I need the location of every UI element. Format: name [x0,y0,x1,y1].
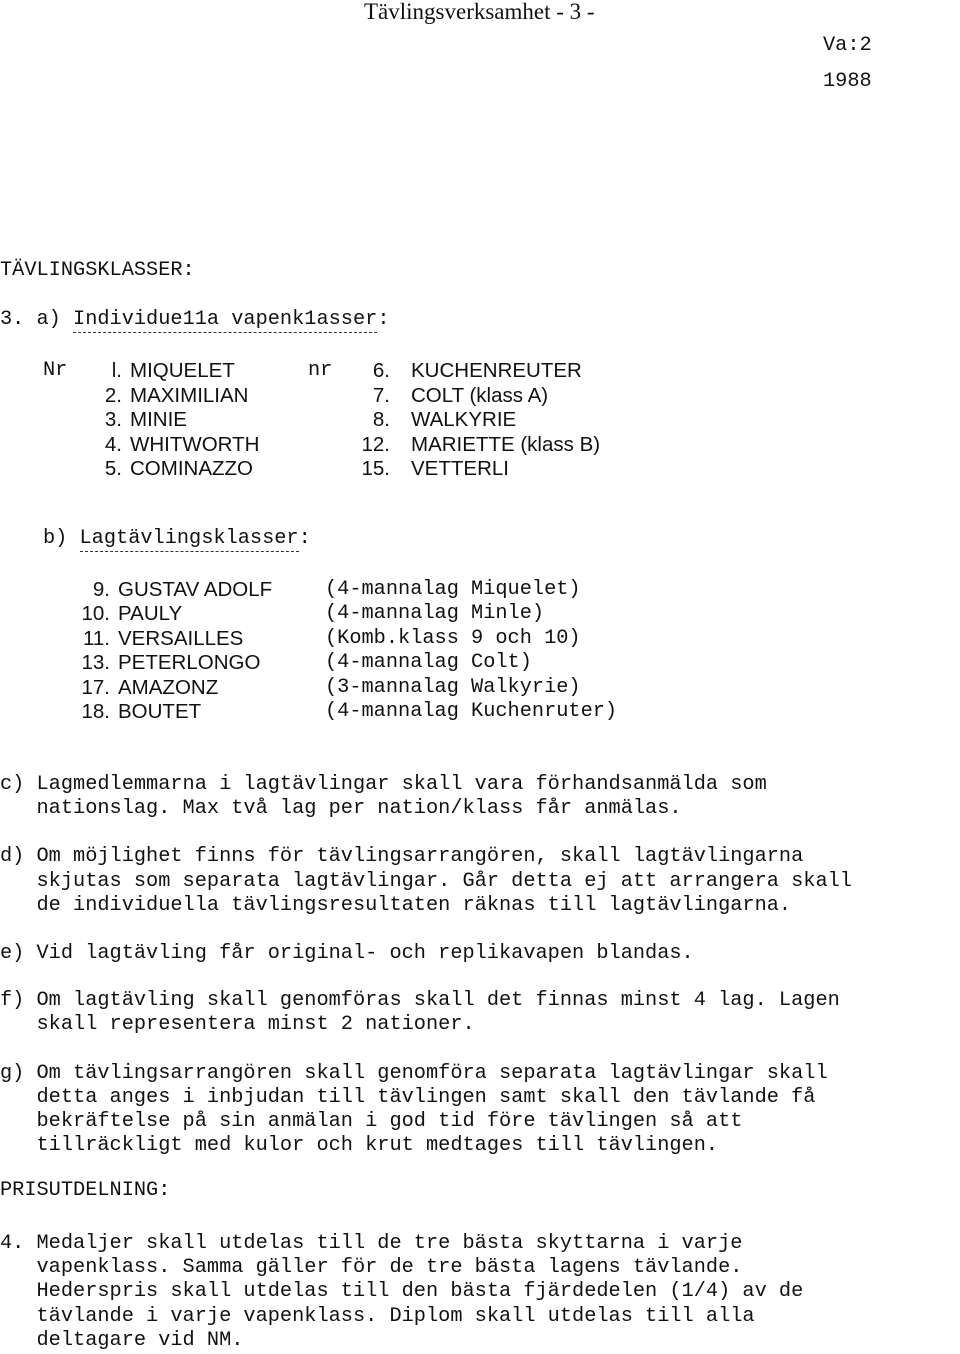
section-b-prefix: b) [43,527,80,550]
individual-right-name: VETTERLI [411,457,509,480]
section-b-heading [43,527,311,551]
team-name: VERSAILLES [118,627,244,650]
section-b-suffix: : [298,527,311,550]
individual-right-lead: nr [308,359,345,382]
individual-right-num: 7. [372,384,390,407]
prize-line: deltagare vid NM. [0,1329,244,1352]
individual-left-num: 5. [104,457,122,480]
rule-d-line: de individuella tävlingsresultaten räknas till lagtävlingarna. [0,894,792,917]
team-num: 10. [81,602,110,625]
team-name: AMAZONZ [118,676,219,699]
classes-heading: TÄVLINGSKLASSER: [0,259,195,282]
individual-left-lead: Nr [43,359,80,382]
individual-left-num: l. [111,359,122,382]
team-num: 13. [81,651,110,674]
team-name: PAULY [118,602,183,625]
section-a-title: Individue11a vapenk1asser [73,308,378,331]
rule-f-line: f) Om lagtävling skall genomföras skall det finnas minst 4 lag. Lagen [0,989,840,1012]
team-name: GUSTAV ADOLF [118,578,273,601]
team-num: 17. [81,676,110,699]
individual-left-name: MIQUELET [130,359,235,382]
team-name: BOUTET [118,700,202,723]
version-label: Va:2 [823,34,872,57]
prize-line: vapenklass. Samma gäller för de tre bästa lagens tävlande. [0,1256,743,1279]
rule-f-line: skall representera minst 2 nationer. [0,1013,475,1036]
page-title: Tävlingsverksamhet - 3 - [364,0,595,24]
prize-line: Hederspris skall utdelas till den bästa fjärdedelen (1/4) av de [0,1280,804,1303]
individual-right-num: 8. [372,408,390,431]
team-desc: (4-mannalag Minle) [325,602,545,625]
individual-left-name: MAXIMILIAN [130,384,249,407]
individual-right-name: WALKYRIE [411,408,517,431]
section-b-title: Lagtävlingsklasser [79,527,299,550]
team-desc: (3-mannalag Walkyrie) [325,676,581,699]
year-label: 1988 [823,70,872,93]
prize-line: tävlande i varje vapenklass. Diplom skall utdelas till alla [0,1305,755,1328]
section-a-prefix: 3. a) [0,308,74,331]
team-num: 11. [83,627,110,650]
individual-right-num: 12. [361,433,390,456]
team-desc: (Komb.klass 9 och 10) [325,627,581,650]
rule-g-line: detta anges i inbjudan till tävlingen samt skall den tävlande få [0,1086,816,1109]
team-num: 18. [81,700,110,723]
individual-right-name: KUCHENREUTER [411,359,582,382]
rule-g-line: bekräftelse på sin anmälan i god tid före tävlingen så att [0,1110,743,1133]
team-desc: (4-mannalag Kuchenruter) [325,700,618,723]
individual-left-name: WHITWORTH [130,433,260,456]
individual-left-name: MINIE [130,408,187,431]
team-num: 9. [92,578,110,601]
rule-e-line: e) Vid lagtävling får original- och replikavapen blandas. [0,942,694,965]
team-desc: (4-mannalag Miquelet) [325,578,581,601]
prize-line: 4. Medaljer skall utdelas till de tre bästa skyttarna i varje [0,1232,743,1255]
individual-right-name: COLT (klass A) [411,384,549,407]
individual-right-num: 15. [361,457,390,480]
section-a-heading [0,308,389,332]
rule-d-line: d) Om möjlighet finns för tävlingsarrangören, skall lagtävlingarna [0,845,804,868]
prize-heading: PRISUTDELNING: [0,1179,171,1202]
rule-c-line: nationslag. Max två lag per nation/klass får anmälas. [0,797,682,820]
individual-left-num: 3. [104,408,122,431]
individual-right-num: 6. [372,359,390,382]
individual-left-num: 4. [104,433,122,456]
individual-left-num: 2. [104,384,122,407]
rule-c-line: c) Lagmedlemmarna i lagtävlingar skall vara förhandsanmälda som [0,773,767,796]
section-a-suffix: : [377,308,390,331]
rule-d-line: skjutas som separata lagtävlingar. Går detta ej att arrangera skall [0,870,852,893]
rule-g-line: tillräckligt med kulor och krut medtages till tävlingen. [0,1134,719,1157]
rule-g-line: g) Om tävlingsarrangören skall genomföra separata lagtävlingar skall [0,1062,828,1085]
team-name: PETERLONGO [118,651,261,674]
team-desc: (4-mannalag Colt) [325,651,532,674]
individual-left-name: COMINAZZO [130,457,253,480]
individual-right-name: MARIETTE (klass B) [411,433,601,456]
